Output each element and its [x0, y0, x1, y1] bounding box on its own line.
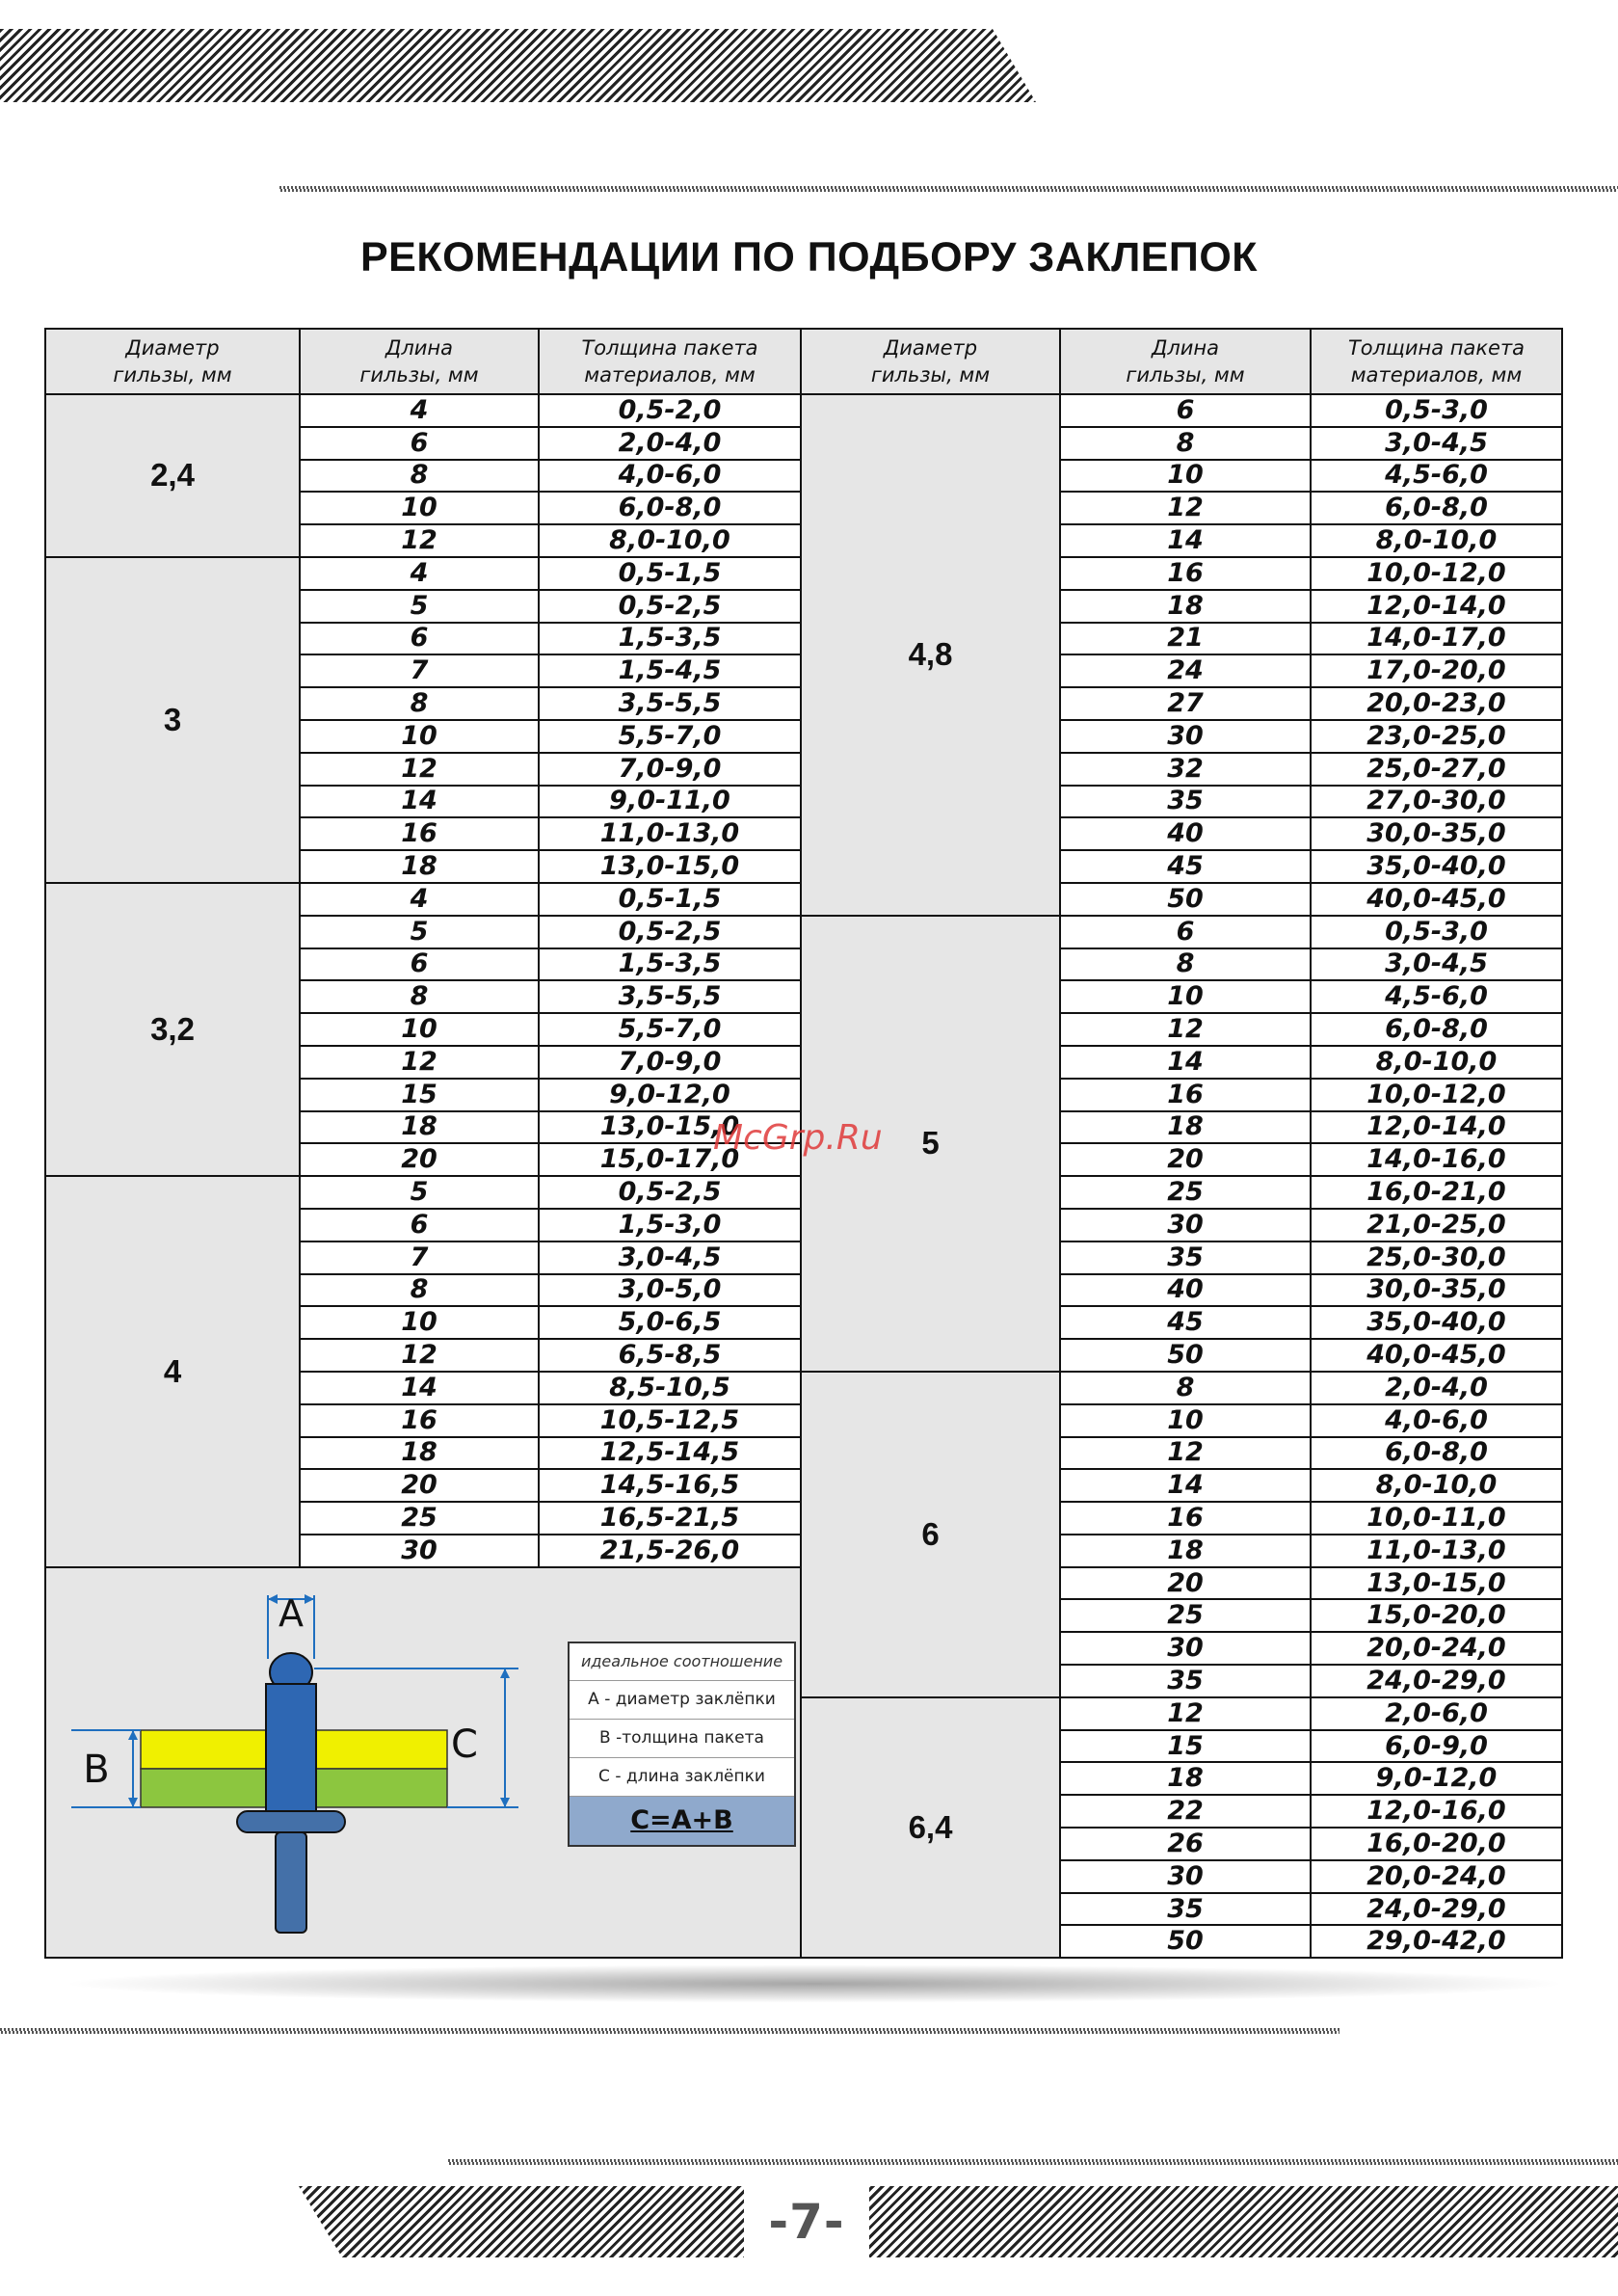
length-cell: 27 [1060, 687, 1311, 720]
thickness-cell: 13,0-15,0 [1311, 1567, 1562, 1600]
length-cell: 16 [300, 817, 539, 850]
thickness-cell: 4,0-6,0 [1311, 1404, 1562, 1437]
thickness-cell: 12,0-14,0 [1311, 590, 1562, 623]
length-cell: 6 [300, 623, 539, 655]
length-cell: 12 [1060, 1437, 1311, 1470]
thickness-cell: 3,0-4,5 [1311, 948, 1562, 981]
thickness-cell: 17,0-20,0 [1311, 654, 1562, 687]
length-cell: 16 [300, 1404, 539, 1437]
thickness-cell: 5,5-7,0 [539, 720, 801, 753]
length-cell: 30 [1060, 720, 1311, 753]
length-cell: 18 [300, 850, 539, 883]
thickness-cell: 16,0-21,0 [1311, 1176, 1562, 1209]
thickness-cell: 0,5-1,5 [539, 883, 801, 916]
thickness-cell: 6,0-8,0 [1311, 492, 1562, 524]
header-length-right: Длина гильзы, мм [1060, 329, 1311, 394]
thickness-cell: 24,0-29,0 [1311, 1665, 1562, 1697]
diameter-cell: 4 [45, 1176, 300, 1567]
thickness-cell: 14,0-17,0 [1311, 623, 1562, 655]
length-cell: 16 [1060, 1079, 1311, 1111]
length-cell: 10 [1060, 460, 1311, 493]
length-cell: 20 [300, 1143, 539, 1176]
thickness-cell: 15,0-17,0 [539, 1143, 801, 1176]
thickness-cell: 25,0-27,0 [1311, 753, 1562, 786]
length-cell: 26 [1060, 1828, 1311, 1860]
thickness-cell: 6,0-8,0 [1311, 1013, 1562, 1046]
length-cell: 8 [300, 687, 539, 720]
thickness-cell: 16,5-21,5 [539, 1502, 801, 1535]
length-cell: 4 [300, 394, 539, 427]
thickness-cell: 11,0-13,0 [1311, 1535, 1562, 1567]
thickness-cell: 0,5-1,5 [539, 557, 801, 590]
length-cell: 18 [1060, 590, 1311, 623]
thickness-cell: 0,5-3,0 [1311, 916, 1562, 948]
thickness-cell: 6,5-8,5 [539, 1339, 801, 1372]
length-cell: 25 [300, 1502, 539, 1535]
length-cell: 8 [300, 460, 539, 493]
thickness-cell: 4,5-6,0 [1311, 980, 1562, 1013]
length-cell: 4 [300, 883, 539, 916]
page-number: -7- [744, 2186, 869, 2257]
length-cell: 22 [1060, 1795, 1311, 1828]
thickness-cell: 2,0-4,0 [539, 427, 801, 460]
length-cell: 10 [300, 1306, 539, 1339]
thickness-cell: 25,0-30,0 [1311, 1241, 1562, 1274]
length-cell: 14 [1060, 1046, 1311, 1079]
mandrel-tail [276, 1832, 306, 1933]
length-cell: 5 [300, 1176, 539, 1209]
length-cell: 18 [300, 1437, 539, 1470]
length-cell: 6 [1060, 394, 1311, 427]
length-cell: 14 [300, 1372, 539, 1404]
thickness-cell: 1,5-3,0 [539, 1209, 801, 1241]
length-cell: 35 [1060, 1665, 1311, 1697]
thickness-cell: 7,0-9,0 [539, 1046, 801, 1079]
label-a: A [279, 1592, 304, 1635]
footer-dotted-rule-2 [448, 2159, 1618, 2165]
dim-c-arrow-top [500, 1669, 510, 1678]
header-dotted-rule [279, 186, 1618, 192]
thickness-cell: 2,0-4,0 [1311, 1372, 1562, 1404]
length-cell: 30 [1060, 1860, 1311, 1893]
thickness-cell: 7,0-9,0 [539, 753, 801, 786]
length-cell: 12 [300, 1339, 539, 1372]
length-cell: 16 [1060, 1502, 1311, 1535]
thickness-cell: 40,0-45,0 [1311, 1339, 1562, 1372]
diameter-cell: 6,4 [801, 1697, 1060, 1958]
thickness-cell: 10,0-11,0 [1311, 1502, 1562, 1535]
thickness-cell: 20,0-23,0 [1311, 687, 1562, 720]
thickness-cell: 24,0-29,0 [1311, 1893, 1562, 1926]
dim-a-arrow-right [305, 1594, 314, 1604]
thickness-cell: 10,0-12,0 [1311, 1079, 1562, 1111]
thickness-cell: 6,0-8,0 [539, 492, 801, 524]
length-cell: 18 [1060, 1535, 1311, 1567]
length-cell: 12 [300, 1046, 539, 1079]
thickness-cell: 21,0-25,0 [1311, 1209, 1562, 1241]
thickness-cell: 14,5-16,5 [539, 1469, 801, 1502]
thickness-cell: 0,5-3,0 [1311, 394, 1562, 427]
length-cell: 8 [300, 1274, 539, 1307]
length-cell: 18 [1060, 1762, 1311, 1795]
thickness-cell: 8,0-10,0 [539, 524, 801, 557]
length-cell: 10 [1060, 1404, 1311, 1437]
length-cell: 14 [300, 786, 539, 818]
length-cell: 5 [300, 590, 539, 623]
length-cell: 30 [300, 1535, 539, 1567]
thickness-cell: 3,5-5,5 [539, 687, 801, 720]
length-cell: 10 [1060, 980, 1311, 1013]
thickness-cell: 1,5-4,5 [539, 654, 801, 687]
legend-formula: C=A+B [570, 1797, 794, 1845]
diameter-cell: 5 [801, 916, 1060, 1372]
length-cell: 8 [300, 980, 539, 1013]
header-length-left: Длина гильзы, мм [300, 329, 539, 394]
length-cell: 25 [1060, 1176, 1311, 1209]
length-cell: 32 [1060, 753, 1311, 786]
length-cell: 25 [1060, 1599, 1311, 1632]
thickness-cell: 35,0-40,0 [1311, 1306, 1562, 1339]
diameter-cell: 3 [45, 557, 300, 883]
thickness-cell: 35,0-40,0 [1311, 850, 1562, 883]
thickness-cell: 6,0-8,0 [1311, 1437, 1562, 1470]
thickness-cell: 3,5-5,5 [539, 980, 801, 1013]
length-cell: 10 [300, 1013, 539, 1046]
legend-b: B -толщина пакета [570, 1720, 794, 1758]
dim-b-arrow-bottom [128, 1798, 138, 1807]
rivet-diagram [58, 1576, 540, 1962]
thickness-cell: 8,0-10,0 [1311, 1469, 1562, 1502]
thickness-cell: 3,0-4,5 [1311, 427, 1562, 460]
legend-a: A - диаметр заклёпки [570, 1681, 794, 1720]
length-cell: 50 [1060, 1339, 1311, 1372]
rivet-flange [237, 1811, 345, 1832]
length-cell: 15 [300, 1079, 539, 1111]
thickness-cell: 13,0-15,0 [539, 1111, 801, 1144]
length-cell: 6 [1060, 916, 1311, 948]
length-cell: 8 [1060, 1372, 1311, 1404]
thickness-cell: 2,0-6,0 [1311, 1697, 1562, 1730]
thickness-cell: 4,0-6,0 [539, 460, 801, 493]
length-cell: 35 [1060, 1241, 1311, 1274]
thickness-cell: 20,0-24,0 [1311, 1632, 1562, 1665]
thickness-cell: 5,5-7,0 [539, 1013, 801, 1046]
thickness-cell: 5,0-6,5 [539, 1306, 801, 1339]
length-cell: 45 [1060, 850, 1311, 883]
thickness-cell: 40,0-45,0 [1311, 883, 1562, 916]
dim-c-arrow-bottom [500, 1798, 510, 1807]
thickness-cell: 9,0-11,0 [539, 786, 801, 818]
length-cell: 35 [1060, 786, 1311, 818]
length-cell: 6 [300, 427, 539, 460]
table-header-row [45, 329, 1562, 394]
dim-b-arrow-top [128, 1730, 138, 1740]
thickness-cell: 0,5-2,5 [539, 590, 801, 623]
length-cell: 18 [1060, 1111, 1311, 1144]
thickness-cell: 9,0-12,0 [1311, 1762, 1562, 1795]
length-cell: 45 [1060, 1306, 1311, 1339]
length-cell: 14 [1060, 524, 1311, 557]
length-cell: 20 [300, 1469, 539, 1502]
diameter-cell: 2,4 [45, 394, 300, 557]
page-title: РЕКОМЕНДАЦИИ ПО ПОДБОРУ ЗАКЛЕПОК [359, 234, 1259, 280]
thickness-cell: 12,0-14,0 [1311, 1111, 1562, 1144]
length-cell: 6 [300, 948, 539, 981]
watermark: McGrp.Ru [713, 1118, 883, 1158]
length-cell: 18 [300, 1111, 539, 1144]
thickness-cell: 13,0-15,0 [539, 850, 801, 883]
thickness-cell: 23,0-25,0 [1311, 720, 1562, 753]
table-shadow [58, 1964, 1571, 2003]
footer-dotted-rule-1 [0, 2028, 1339, 2034]
dim-a-arrow-left [268, 1594, 278, 1604]
diameter-cell: 6 [801, 1372, 1060, 1697]
length-cell: 12 [1060, 1013, 1311, 1046]
length-cell: 12 [300, 524, 539, 557]
thickness-cell: 0,5-2,5 [539, 1176, 801, 1209]
length-cell: 30 [1060, 1209, 1311, 1241]
header-hatch-decoration [0, 29, 1036, 102]
footer-hatch-decoration [299, 2186, 1618, 2257]
length-cell: 40 [1060, 817, 1311, 850]
length-cell: 50 [1060, 1925, 1311, 1958]
length-cell: 40 [1060, 1274, 1311, 1307]
thickness-cell: 8,0-10,0 [1311, 1046, 1562, 1079]
label-b: B [83, 1748, 110, 1792]
thickness-cell: 12,0-16,0 [1311, 1795, 1562, 1828]
thickness-cell: 6,0-9,0 [1311, 1730, 1562, 1763]
thickness-cell: 0,5-2,0 [539, 394, 801, 427]
length-cell: 12 [1060, 492, 1311, 524]
length-cell: 5 [300, 916, 539, 948]
table-row [45, 394, 1562, 427]
length-cell: 20 [1060, 1143, 1311, 1176]
header-thickness-left: Толщина пакета материалов, мм [539, 329, 801, 394]
thickness-cell: 1,5-3,5 [539, 623, 801, 655]
thickness-cell: 0,5-2,5 [539, 916, 801, 948]
thickness-cell: 8,0-10,0 [1311, 524, 1562, 557]
rivet-shank [266, 1684, 316, 1811]
length-cell: 15 [1060, 1730, 1311, 1763]
thickness-cell: 20,0-24,0 [1311, 1860, 1562, 1893]
thickness-cell: 29,0-42,0 [1311, 1925, 1562, 1958]
length-cell: 7 [300, 1241, 539, 1274]
thickness-cell: 21,5-26,0 [539, 1535, 801, 1567]
thickness-cell: 15,0-20,0 [1311, 1599, 1562, 1632]
label-c: C [451, 1722, 478, 1767]
length-cell: 24 [1060, 654, 1311, 687]
header-diameter-left: Диаметр гильзы, мм [45, 329, 300, 394]
length-cell: 16 [1060, 557, 1311, 590]
thickness-cell: 10,5-12,5 [539, 1404, 801, 1437]
thickness-cell: 14,0-16,0 [1311, 1143, 1562, 1176]
thickness-cell: 9,0-12,0 [539, 1079, 801, 1111]
thickness-cell: 10,0-12,0 [1311, 557, 1562, 590]
ratio-legend [568, 1642, 796, 1847]
header-diameter-right: Диаметр гильзы, мм [801, 329, 1060, 394]
length-cell: 50 [1060, 883, 1311, 916]
length-cell: 30 [1060, 1632, 1311, 1665]
thickness-cell: 3,0-4,5 [539, 1241, 801, 1274]
thickness-cell: 11,0-13,0 [539, 817, 801, 850]
diameter-cell: 3,2 [45, 883, 300, 1176]
length-cell: 21 [1060, 623, 1311, 655]
length-cell: 8 [1060, 427, 1311, 460]
length-cell: 4 [300, 557, 539, 590]
length-cell: 12 [300, 753, 539, 786]
thickness-cell: 30,0-35,0 [1311, 1274, 1562, 1307]
length-cell: 8 [1060, 948, 1311, 981]
legend-header: идеальное соотношение [570, 1643, 794, 1681]
length-cell: 6 [300, 1209, 539, 1241]
thickness-cell: 8,5-10,5 [539, 1372, 801, 1404]
length-cell: 12 [1060, 1697, 1311, 1730]
legend-c: C - длина заклёпки [570, 1758, 794, 1797]
thickness-cell: 27,0-30,0 [1311, 786, 1562, 818]
thickness-cell: 3,0-5,0 [539, 1274, 801, 1307]
header-thickness-right: Толщина пакета материалов, мм [1311, 329, 1562, 394]
length-cell: 7 [300, 654, 539, 687]
thickness-cell: 4,5-6,0 [1311, 460, 1562, 493]
length-cell: 20 [1060, 1567, 1311, 1600]
thickness-cell: 1,5-3,5 [539, 948, 801, 981]
diameter-cell: 4,8 [801, 394, 1060, 916]
thickness-cell: 16,0-20,0 [1311, 1828, 1562, 1860]
length-cell: 10 [300, 720, 539, 753]
length-cell: 35 [1060, 1893, 1311, 1926]
length-cell: 10 [300, 492, 539, 524]
length-cell: 14 [1060, 1469, 1311, 1502]
thickness-cell: 30,0-35,0 [1311, 817, 1562, 850]
thickness-cell: 12,5-14,5 [539, 1437, 801, 1470]
